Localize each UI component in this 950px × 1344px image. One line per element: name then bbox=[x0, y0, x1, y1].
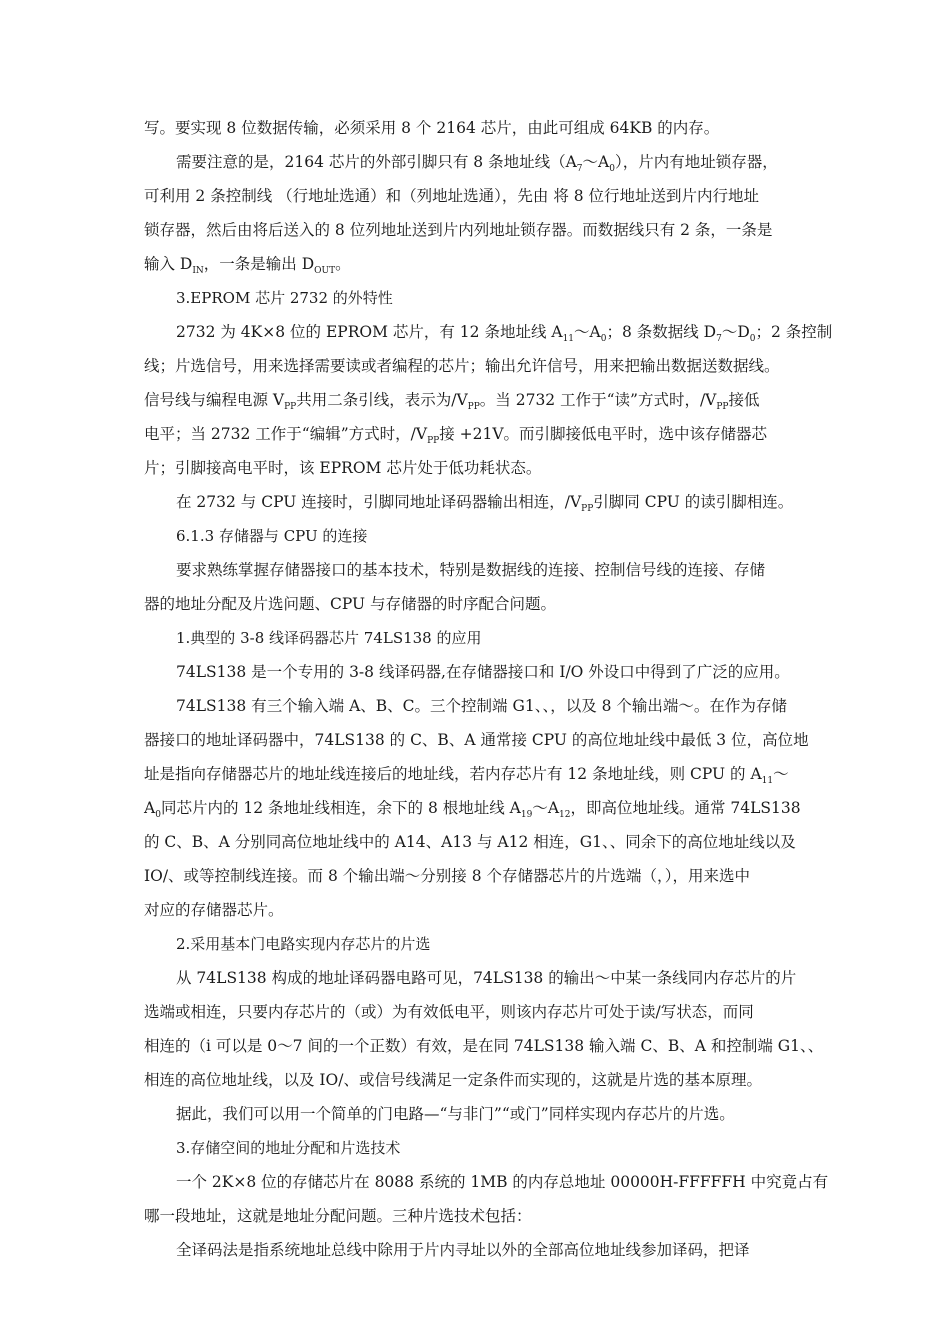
subscript: PP bbox=[427, 436, 440, 446]
text-run: 线；片选信号，用来选择需要读或者编程的芯片；输出允许信号，用来把输出数据送数据线。 bbox=[144, 357, 780, 375]
text-run: ～A bbox=[532, 799, 560, 817]
text-run: 输入 D bbox=[144, 255, 193, 273]
text-line bbox=[144, 764, 808, 787]
text-run: 全译码法是指系统地址总线中除用于片内寻址以外的全部高位地址线参加译码，把译 bbox=[176, 1241, 750, 1259]
text-line bbox=[176, 322, 833, 345]
text-line bbox=[144, 424, 808, 447]
text-run: 电平；当 2732 工作于“编辑”方式时，/V bbox=[144, 425, 428, 443]
text-line bbox=[144, 390, 808, 413]
text-line bbox=[176, 152, 808, 175]
text-run: ～A bbox=[574, 323, 601, 341]
text-line bbox=[144, 254, 808, 277]
text-line bbox=[176, 968, 808, 988]
text-run: 信号线与编程电源 V bbox=[144, 391, 285, 409]
text-run: 需要注意的是，2164 芯片的外部引脚只有 8 条地址线（A bbox=[176, 153, 577, 171]
text-line bbox=[144, 866, 808, 886]
text-run: ～D bbox=[721, 323, 750, 341]
text-run: 要求熟练掌握存储器接口的基本技术，特别是数据线的连接、控制信号线的连接、存储 bbox=[176, 561, 766, 579]
text-run: 3.存储空间的地址分配和片选技术 bbox=[176, 1139, 401, 1157]
text-run: ～ bbox=[773, 765, 789, 783]
text-line bbox=[176, 492, 808, 515]
text-run: ，即高位地址线。通常 74LS138 bbox=[570, 799, 801, 817]
text-run: 选端或相连，只要内存芯片的（或）为有效低电平，则该内存芯片可处于读/写状态，而同 bbox=[144, 1003, 754, 1021]
text-run: 写。要实现 8 位数据传输，必须采用 8 个 2164 芯片，由此可组成 64KB 的内存。 bbox=[144, 119, 720, 137]
subscript: PP bbox=[581, 504, 594, 514]
section-heading bbox=[176, 526, 808, 546]
text-run: 同芯片内的 12 条地址线相连，余下的 8 根地址线 A bbox=[160, 799, 521, 817]
text-run: 74LS138 有三个输入端 A、B、C。三个控制端 G1、、，以及 8 个输出端～。在作为存储 bbox=[176, 697, 787, 715]
text-run: 引脚同 CPU 的读引脚相连。 bbox=[593, 493, 794, 511]
text-run: 从 74LS138 构成的地址译码器电路可见，74LS138 的输出～中某一条线同内存芯片的片 bbox=[176, 969, 797, 987]
text-line bbox=[176, 696, 808, 716]
section-heading bbox=[176, 934, 808, 954]
text-run: 2732 为 4K×8 位的 EPROM 芯片，有 12 条地址线 A bbox=[176, 323, 563, 341]
text-run: 器的地址分配及片选问题、CPU 与存储器的时序配合问题。 bbox=[144, 595, 557, 613]
subscript: OUT bbox=[314, 266, 336, 276]
text-run: A bbox=[144, 799, 156, 817]
text-run: 相连的高位地址线，以及 IO/、或信号线满足一定条件而实现的，这就是片选的基本原理。 bbox=[144, 1071, 762, 1089]
text-run: IO/、或等控制线连接。而 8 个输出端～分别接 8 个存储器芯片的片选端（，），用来选中 bbox=[144, 867, 750, 885]
text-run: ～A bbox=[582, 153, 610, 171]
text-run: 2.采用基本门电路实现内存芯片的片选 bbox=[176, 935, 431, 953]
text-run: 接低 bbox=[728, 391, 760, 409]
subscript: PP bbox=[467, 402, 480, 412]
text-line bbox=[144, 118, 808, 138]
text-run: ），片内有地址锁存器， bbox=[614, 153, 778, 171]
text-line bbox=[144, 186, 808, 206]
text-run: 据此，我们可以用一个简单的门电路—“与非门”“或门”同样实现内存芯片的片选。 bbox=[176, 1105, 735, 1123]
text-line bbox=[144, 900, 808, 920]
subscript: 0 bbox=[155, 810, 161, 820]
text-line bbox=[144, 832, 808, 852]
text-run: 74LS138 是一个专用的 3-8 线译码器,在存储器接口和 I/O 外设口中得到了广泛的应用。 bbox=[176, 663, 790, 681]
text-run: 址是指向存储器芯片的地址线连接后的地址线，若内存芯片有 12 条地址线，则 CPU 的 A bbox=[144, 765, 762, 783]
text-run: 哪一段地址，这就是地址分配问题。三种片选技术包括： bbox=[144, 1207, 532, 1225]
text-run: 6.1.3 存储器与 CPU 的连接 bbox=[176, 527, 368, 545]
text-line bbox=[144, 458, 808, 478]
subscript: IN bbox=[192, 266, 204, 276]
text-line bbox=[144, 1206, 808, 1226]
text-line bbox=[144, 220, 808, 240]
text-run: 的 C、B、A 分别同高位地址线中的 A14、A13 与 A12 相连，G1、、同余下的高位地址线以及 bbox=[144, 833, 796, 851]
text-run: 对应的存储器芯片。 bbox=[144, 901, 284, 919]
text-run: 锁存器，然后由将后送入的 8 位列地址送到片内列地址锁存器。而数据线只有 2 条，一条是 bbox=[144, 221, 773, 239]
subscript: PP bbox=[284, 402, 297, 412]
text-run: ，一条是输出 D bbox=[203, 255, 315, 273]
section-heading bbox=[176, 1138, 808, 1158]
text-line bbox=[176, 560, 808, 580]
text-run: 3.EPROM 芯片 2732 的外特性 bbox=[176, 289, 393, 307]
text-run: 可利用 2 条控制线 （行地址选通）和（列地址选通），先由 将 8 位行地址送到片内行地址 bbox=[144, 187, 760, 205]
text-run: 。 bbox=[335, 255, 351, 273]
text-run: 一个 2K×8 位的存储芯片在 8088 系统的 1MB 的内存总地址 00000H-FFFFFH 中究竟占有 bbox=[176, 1173, 829, 1191]
section-heading bbox=[176, 628, 808, 648]
text-line bbox=[176, 1172, 829, 1192]
text-line bbox=[176, 662, 808, 682]
subscript: 0 bbox=[600, 334, 607, 344]
text-run: ；8 条数据线 D bbox=[606, 323, 717, 341]
subscript: 0 bbox=[749, 334, 756, 344]
text-line bbox=[176, 1104, 808, 1124]
subscript: 0 bbox=[609, 164, 615, 174]
subscript: 11 bbox=[562, 334, 575, 344]
text-run: 器接口的地址译码器中，74LS138 的 C、B、A 通常接 CPU 的高位地址线中最低 3 位，高位地 bbox=[144, 731, 809, 749]
text-run: 1.典型的 3-8 线译码器芯片 74LS138 的应用 bbox=[176, 629, 482, 647]
subscript: 7 bbox=[576, 164, 583, 174]
text-run: 接 +21V。而引脚接低电平时，选中该存储器芯 bbox=[439, 425, 768, 443]
text-line bbox=[176, 1240, 808, 1260]
subscript: 11 bbox=[761, 776, 774, 786]
text-run: 在 2732 与 CPU 连接时，引脚同地址译码器输出相连，/V bbox=[176, 493, 582, 511]
text-run: 共用二条引线，表示为/V bbox=[296, 391, 468, 409]
subscript: 12 bbox=[559, 810, 571, 820]
text-line bbox=[144, 1002, 808, 1022]
text-line bbox=[144, 1036, 824, 1056]
subscript: 19 bbox=[520, 810, 533, 820]
text-line bbox=[144, 1070, 808, 1090]
subscript: 7 bbox=[716, 334, 722, 344]
text-line bbox=[144, 798, 808, 821]
text-line bbox=[144, 594, 808, 614]
text-run: ；2 条控制 bbox=[755, 323, 833, 341]
text-run: 相连的（i 可以是 0～7 间的一个正数）有效，是在同 74LS138 输入端 C、B、A 和控制端 G1、、 bbox=[144, 1037, 824, 1055]
subscript: PP bbox=[716, 402, 729, 412]
text-run: 。当 2732 工作于“读”方式时，/V bbox=[479, 391, 717, 409]
text-line bbox=[144, 356, 808, 376]
section-heading bbox=[176, 288, 808, 308]
text-run: 片；引脚接高电平时，该 EPROM 芯片处于低功耗状态。 bbox=[144, 459, 542, 477]
text-line bbox=[144, 730, 808, 750]
